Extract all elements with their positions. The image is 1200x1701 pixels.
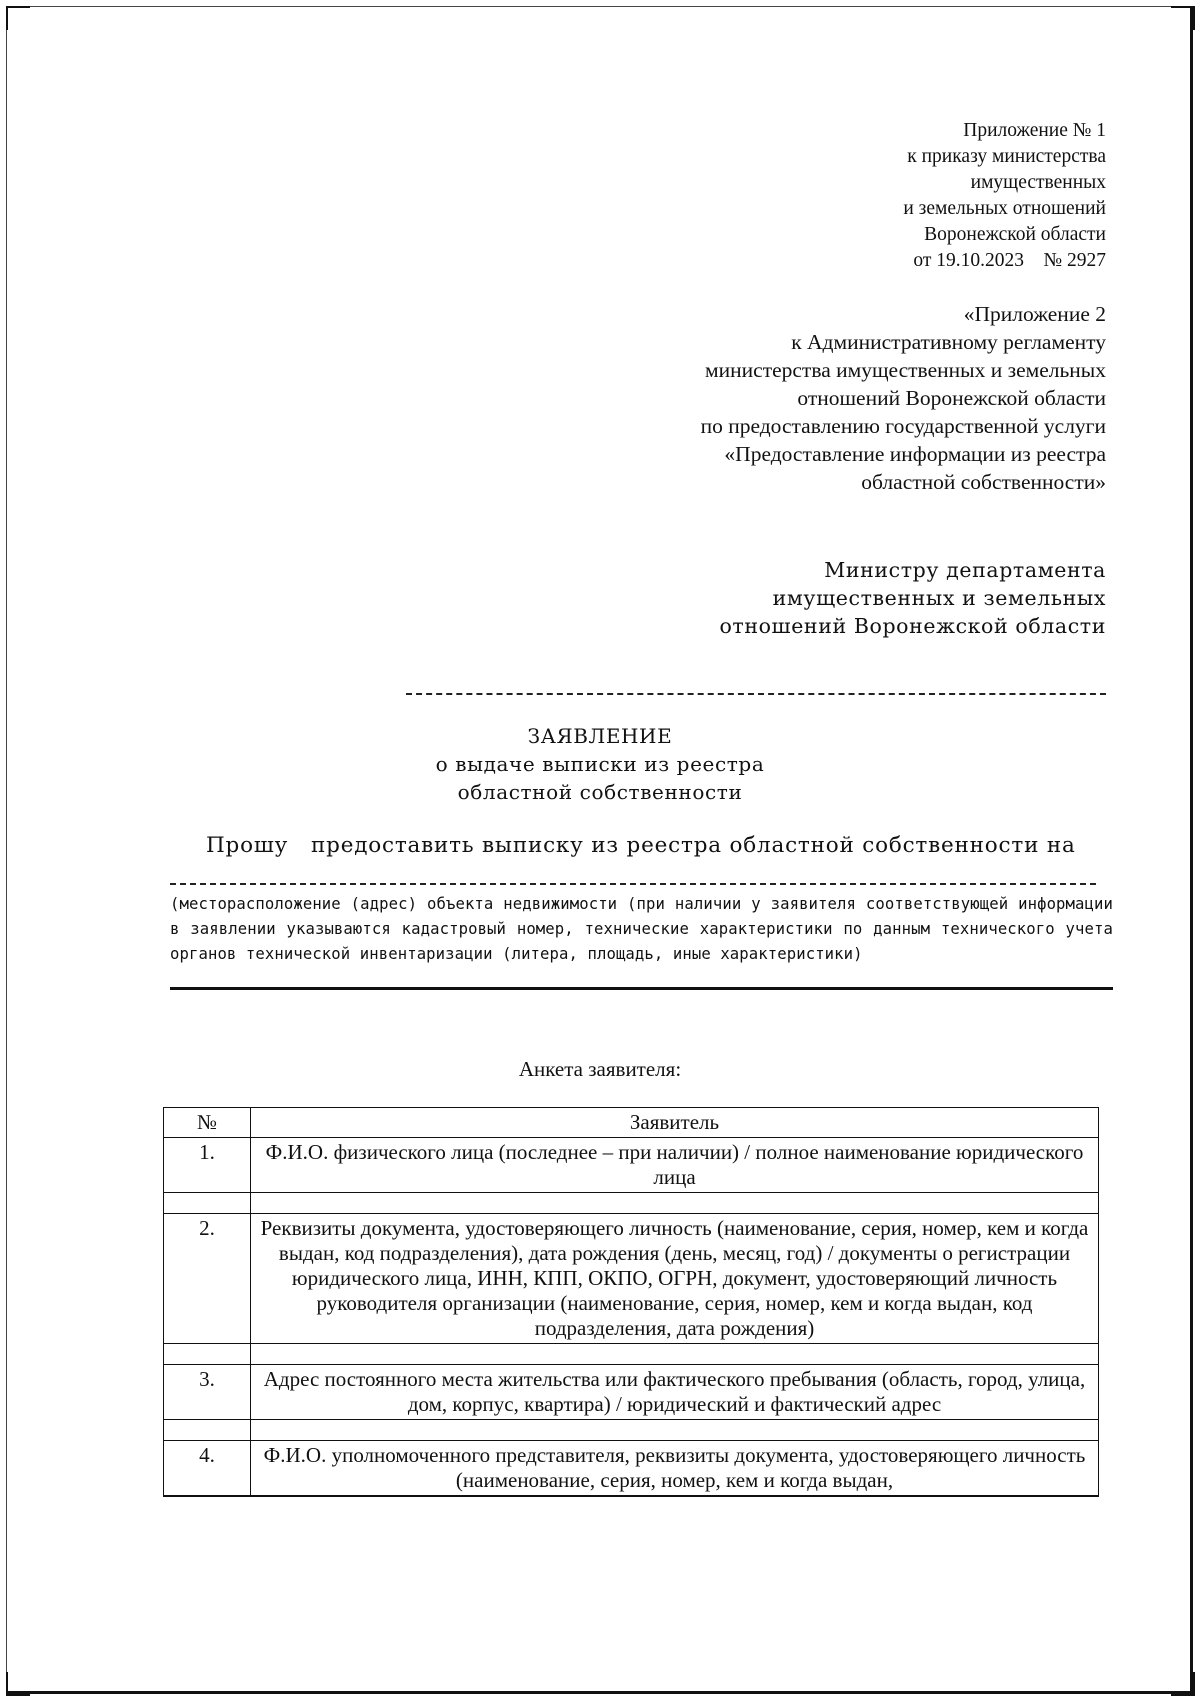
title-subtitle: областной собственности	[457, 780, 743, 804]
title-subtitle: о выдаче выписки из реестра	[435, 752, 765, 776]
table-row	[164, 1214, 1099, 1344]
title-heading: ЗАЯВЛЕНИЕ	[527, 724, 673, 748]
applicant-form-table	[163, 1107, 1099, 1497]
document-title	[0, 722, 1200, 806]
addressee-block	[719, 556, 1106, 640]
header-number: №	[164, 1108, 251, 1138]
blank-cell	[164, 1420, 251, 1441]
table-row	[164, 1138, 1099, 1193]
addressee-line: отношений Воронежской области	[719, 614, 1106, 638]
crop-mark	[1171, 1672, 1195, 1696]
row-number: 1.	[164, 1138, 251, 1193]
row-label: Адрес постоянного места жительства или фактического пребывания (область, город, улица, дом, корпус, квартира) / юридический и фактический адрес	[251, 1365, 1099, 1420]
object-location-note: (месторасположение (адрес) объекта недвижимости (при наличии у заявителя соответствующей информации в заявлении указываются кадастровый номер, технические характеристики по данным технического учета органов технической инвентаризации (литера, площадь, иные характеристики)	[170, 895, 1113, 963]
row-number: 3.	[164, 1365, 251, 1420]
annex-1-header	[903, 118, 1106, 274]
annex-1-line: Воронежской области	[924, 224, 1106, 245]
header-applicant: Заявитель	[251, 1108, 1099, 1138]
annex-2-line: «Предоставление информации из реестра	[724, 442, 1106, 466]
table-row-blank	[164, 1193, 1099, 1214]
annex-2-line: отношений Воронежской области	[797, 386, 1106, 410]
annex-2-line: министерства имущественных и земельных	[705, 358, 1106, 382]
note-underline	[170, 987, 1113, 990]
row-number: 4.	[164, 1441, 251, 1497]
row-number: 2.	[164, 1214, 251, 1344]
crop-mark	[6, 6, 30, 30]
annex-1-line: и земельных отношений	[903, 198, 1106, 219]
annex-1-line: Приложение № 1	[963, 120, 1106, 141]
table-row	[164, 1441, 1099, 1497]
annex-2-line: к Административному регламенту	[791, 330, 1106, 354]
applicant-form-title: Анкета заявителя:	[518, 1057, 682, 1081]
table-row	[164, 1365, 1099, 1420]
table-row-blank	[164, 1420, 1099, 1441]
table-header-row	[164, 1108, 1099, 1138]
answer-cell[interactable]	[251, 1193, 1099, 1214]
addressee-line: имущественных и земельных	[772, 586, 1106, 610]
blank-cell	[164, 1344, 251, 1365]
answer-cell[interactable]	[251, 1344, 1099, 1365]
crop-mark	[6, 1672, 30, 1696]
applicant-name-blank	[406, 693, 1106, 695]
request-text: Прошу предоставить выписку из реестра областной собственности на	[206, 833, 1076, 858]
annex-2-line: областной собственности»	[861, 470, 1106, 494]
answer-cell[interactable]	[251, 1420, 1099, 1441]
object-location-blank	[170, 883, 1096, 885]
annex-1-line: к приказу министерства	[907, 146, 1106, 167]
annex-1-date-number: от 19.10.2023 № 2927	[913, 250, 1106, 271]
row-label: Ф.И.О. физического лица (последнее – при наличии) / полное наименование юридического лица	[251, 1138, 1099, 1193]
annex-2-line: по предоставлению государственной услуги	[700, 414, 1106, 438]
crop-mark	[1171, 6, 1195, 30]
addressee-line: Министру департамента	[824, 558, 1106, 582]
annex-1-line: имущественных	[970, 172, 1106, 193]
row-label: Ф.И.О. уполномоченного представителя, реквизиты документа, удостоверяющего личность (наименование, серия, номер, кем и когда выдан,	[251, 1441, 1099, 1497]
table-row-blank	[164, 1344, 1099, 1365]
row-label: Реквизиты документа, удостоверяющего личность (наименование, серия, номер, кем и когда выдан, код подразделения), дата рождения (день, месяц, год) / документы о регистрации юридического лица, ИНН, КПП, ОКПО, ОГРН, документ, удостоверяющий личность руководителя организации (наименование, серия, номер, кем и когда выдан, код подразделения, дата рождения)	[251, 1214, 1099, 1344]
blank-cell	[164, 1193, 251, 1214]
annex-2-header	[701, 300, 1106, 496]
annex-2-line: «Приложение 2	[963, 302, 1106, 326]
